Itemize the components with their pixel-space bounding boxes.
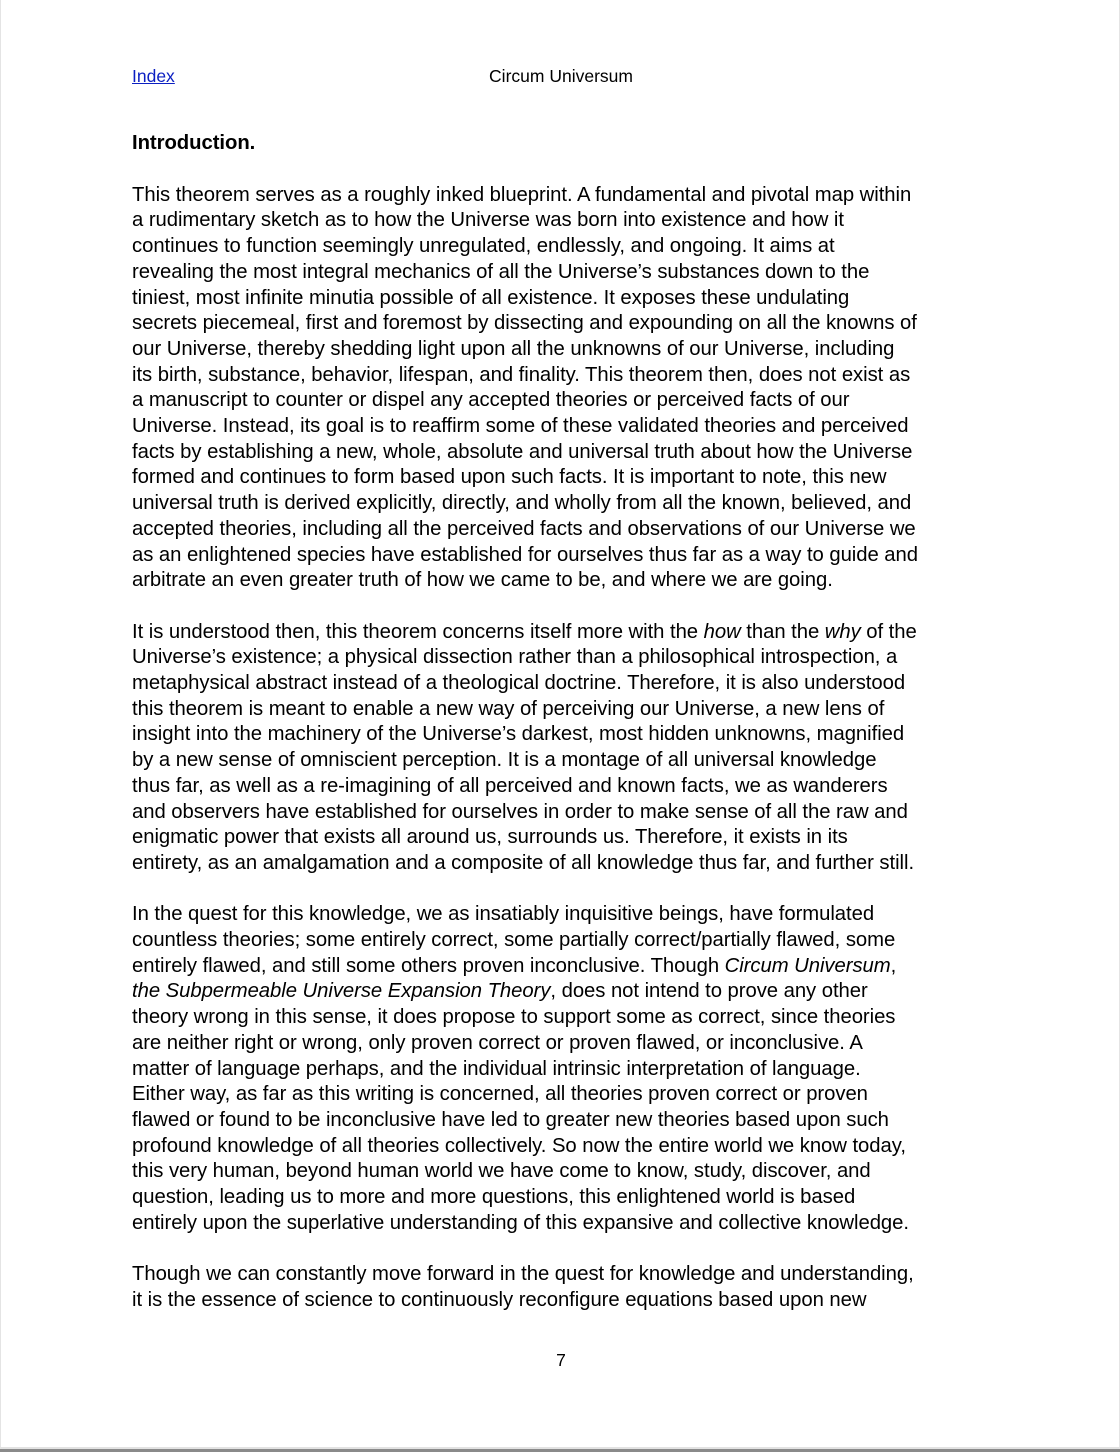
text-line: it is the essence of science to continuously reconfigure equations based upon new: [132, 1288, 867, 1311]
header-title-text: Circum Universum: [489, 66, 633, 86]
text-line: accepted theories, including all the perceived facts and observations of our Universe we: [132, 517, 916, 540]
index-link[interactable]: Index: [132, 66, 175, 86]
text-line: a manuscript to counter or dispel any accepted theories or perceived facts of our: [132, 389, 850, 412]
text-line: thus far, as well as a re-imagining of all perceived and known facts, we as wanderers: [132, 774, 888, 797]
text-line: its birth, substance, behavior, lifespan, and finality. This theorem then, does not exist as: [132, 363, 911, 386]
text-line: universal truth is derived explicitly, directly, and wholly from all the known, believed, and: [132, 492, 912, 515]
text-line: entirely upon the superlative understanding of this expansive and collective knowledge.: [132, 1211, 909, 1234]
text-line: as an enlightened species have established for ourselves thus far as a way to guide and: [132, 543, 918, 566]
section-heading: Introduction.: [132, 132, 256, 154]
running-header: [132, 64, 992, 88]
text-line: secrets piecemeal, first and foremost by dissecting and expounding on all the knowns of: [132, 312, 917, 335]
text-line: [132, 620, 998, 646]
text-run: It is understood then, this theorem concerns itself more with the: [132, 620, 704, 643]
text-line: arbitrate an even greater truth of how we came to be, and where we are going.: [132, 569, 833, 592]
emphasis-how: how: [703, 620, 741, 643]
text-line: countless theories; some entirely correct, some partially correct/partially flawed, some: [132, 929, 896, 952]
text-line: theory wrong in this sense, it does propose to support some as correct, since theories: [132, 1006, 896, 1029]
text-line: Universe’s existence; a physical dissection rather than a philosophical introspection, a: [132, 646, 898, 669]
text-line: our Universe, thereby shedding light upon all the unknowns of our Universe, including: [132, 337, 895, 360]
text-line: Though we can constantly move forward in the quest for knowledge and understanding,: [132, 1263, 914, 1286]
text-line: This theorem serves as a roughly inked blueprint. A fundamental and pivotal map within: [132, 183, 912, 206]
paragraph-3: [132, 902, 998, 1236]
text-run: , does not intend to prove any other: [550, 980, 868, 1003]
text-line: Universe. Instead, its goal is to reaffirm some of these validated theories and perceived: [132, 415, 909, 438]
text-line: matter of language perhaps, and the individual intrinsic interpretation of language.: [132, 1057, 861, 1080]
page-number: 7: [556, 1350, 566, 1370]
text-line: enigmatic power that exists all around us, surrounds us. Therefore, it exists in its: [132, 826, 848, 849]
text-line: flawed or found to be inconclusive have led to greater new theories based upon such: [132, 1108, 889, 1131]
text-line: Either way, as far as this writing is concerned, all theories proven correct or proven: [132, 1083, 868, 1106]
emphasis-theory-name: the Subpermeable Universe Expansion Theory: [132, 980, 551, 1003]
text-run: ,: [890, 954, 897, 977]
text-run: of the: [860, 620, 917, 643]
paragraph-1: [132, 183, 998, 594]
text-line: [132, 954, 998, 980]
text-line: a rudimentary sketch as to how the Universe was born into existence and how it: [132, 209, 844, 232]
text-line: profound knowledge of all theories collectively. So now the entire world we know today,: [132, 1134, 906, 1157]
text-line: [132, 979, 998, 1005]
text-line: metaphysical abstract instead of a theological doctrine. Therefore, it is also understood: [132, 672, 906, 695]
emphasis-why: why: [824, 620, 861, 643]
text-line: and observers have established for ourselves in order to make sense of all the raw and: [132, 800, 908, 823]
text-line: this very human, beyond human world we have come to know, study, discover, and: [132, 1160, 871, 1183]
text-line: this theorem is meant to enable a new way of perceiving our Universe, a new lens of: [132, 697, 885, 720]
text-line: insight into the machinery of the Universe’s darkest, most hidden unknowns, magnified: [132, 723, 905, 746]
text-line: tiniest, most infinite minutia possible of all existence. It exposes these undulating: [132, 286, 850, 309]
text-line: question, leading us to more and more questions, this enlightened world is based: [132, 1186, 856, 1209]
page-content: [132, 129, 998, 1339]
text-line: by a new sense of omniscient perception. It is a montage of all universal knowledge: [132, 749, 877, 772]
text-line: continues to function seemingly unregulated, endlessly, and ongoing. It aims at: [132, 235, 835, 258]
paragraph-4: [132, 1262, 998, 1313]
text-line: formed and continues to form based upon such facts. It is important to note, this new: [132, 466, 887, 489]
text-line: In the quest for this knowledge, we as insatiably inquisitive beings, have formulated: [132, 903, 875, 926]
paragraph-2: [132, 620, 998, 877]
running-header-title: [130, 64, 992, 88]
text-line: revealing the most integral mechanics of all the Universe’s substances down to the: [132, 260, 870, 283]
emphasis-book-title: Circum Universum: [724, 954, 891, 977]
text-run: than the: [740, 620, 825, 643]
text-line: entirety, as an amalgamation and a composite of all knowledge thus far, and further still.: [132, 851, 915, 874]
text-run: entirely flawed, and still some others proven inconclusive. Though: [132, 954, 725, 977]
text-line: facts by establishing a new, whole, absolute and universal truth about how the Universe: [132, 440, 913, 463]
text-line: are neither right or wrong, only proven correct or proven flawed, or inconclusive. A: [132, 1031, 863, 1054]
